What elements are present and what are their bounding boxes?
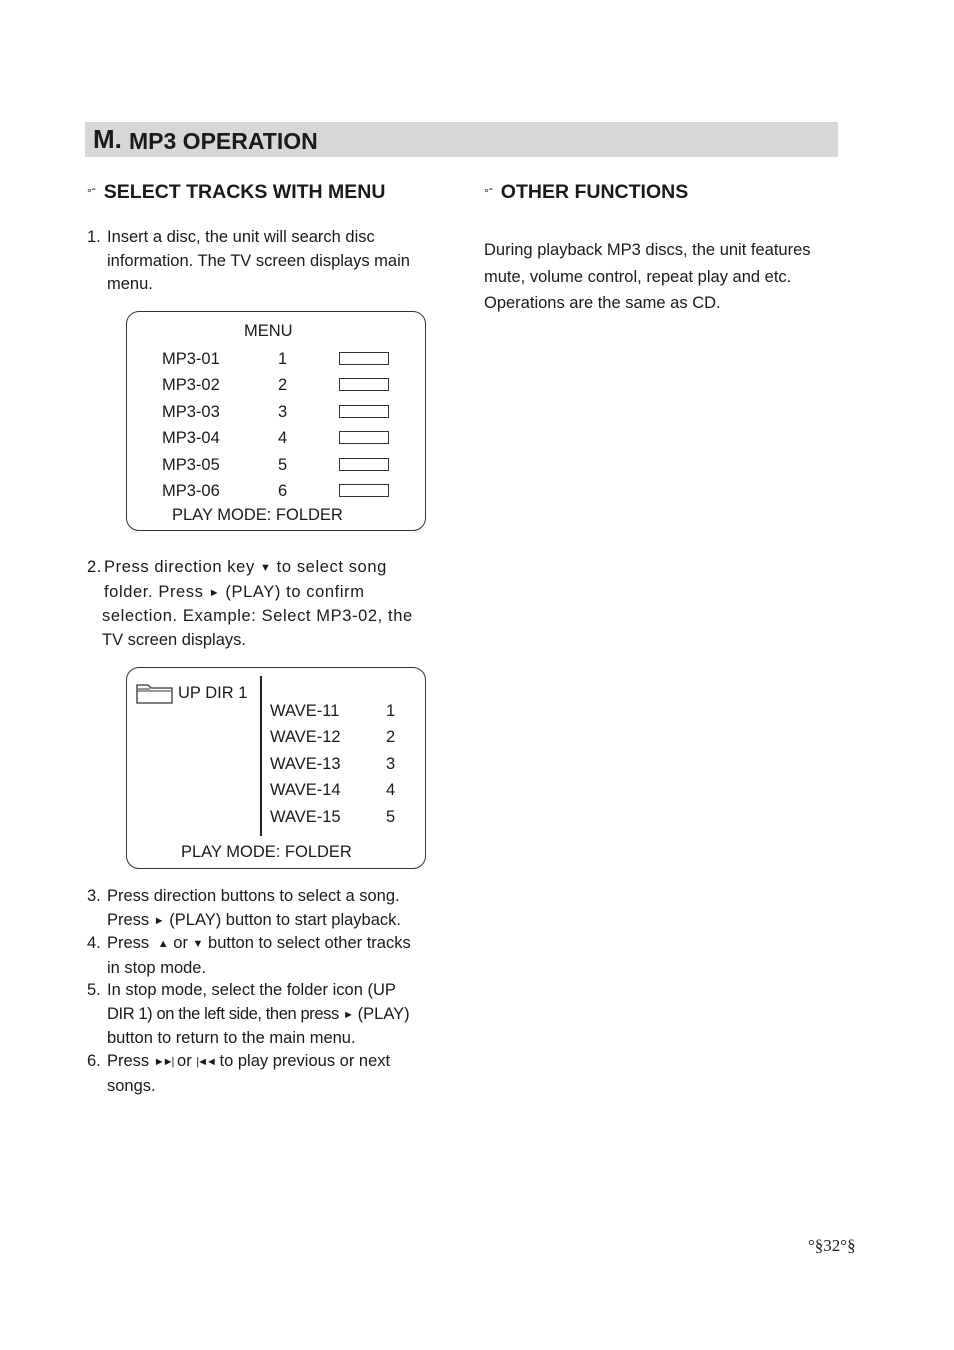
menu-row-name: MP3-01 [162,350,220,368]
folder-play-mode: PLAY MODE: FOLDER [181,843,352,861]
step-2-text [104,556,413,652]
step-4-text-part: button to select other tracks [208,934,411,952]
step-3-text [107,885,401,933]
track-slot [339,458,389,471]
menu-row-number: 6 [278,482,288,500]
step-2-line [104,581,413,606]
step-5-text [107,979,410,1051]
track-slot [339,378,389,391]
track-row-number: 4 [386,781,396,799]
main-menu-screen [126,311,426,531]
step-2-line: TV screen displays. [102,630,246,649]
step-2-line: selection. Example: Select MP3-02, the [102,607,413,625]
step-3-text-part: Press [107,910,150,929]
play-icon: ► [153,914,165,927]
folder-screen [126,667,426,869]
step-3-line [107,909,401,934]
track-slot [339,431,389,444]
step-1-text [107,226,410,297]
heading-bullet: °ˆ [87,186,96,200]
other-functions-text [484,237,811,317]
previous-track-icon: |◄◄ [196,1056,215,1068]
page-number: °§32°§ [808,1236,856,1255]
step-2-text-part: (PLAY) to confirm [225,582,365,601]
folder-divider [260,676,262,836]
menu-row-name: MP3-03 [162,403,220,421]
step-2-number: 2. [87,558,102,576]
menu-row-number: 3 [278,403,288,421]
menu-row-name: MP3-02 [162,376,220,394]
play-icon: ► [208,586,221,599]
step-2-text-part: folder. Press [104,582,204,601]
section-letter: M. [93,124,122,154]
step-1-line: Insert a disc, the unit will search disc [107,228,375,246]
folder-icon [136,682,174,704]
step-4-text [107,932,411,980]
step-6-text-part: or [177,1052,192,1070]
menu-row-name: MP3-04 [162,429,220,447]
step-5-text-part: DIR 1) on the left side, then press [107,1004,339,1023]
menu-play-mode: PLAY MODE: FOLDER [172,506,343,524]
other-functions-line: Operations are the same as CD. [484,294,721,312]
step-5-line: In stop mode, select the folder icon (UP [107,981,396,999]
track-slot [339,352,389,365]
other-functions-line: During playback MP3 discs, the unit features [484,241,811,259]
left-heading-text: SELECT TRACKS WITH MENU [103,181,386,203]
step-1-number: 1. [87,228,101,246]
track-row-name: WAVE-11 [270,702,340,720]
section-header [85,122,838,157]
step-6-text-part: Press [107,1052,150,1070]
step-4-line: in stop mode. [107,958,207,977]
down-arrow-icon: ▼ [192,938,204,950]
left-heading [87,180,385,204]
track-slot [339,405,389,418]
next-track-icon: ►►| [153,1056,173,1068]
right-heading-text: OTHER FUNCTIONS [500,181,689,203]
step-2-text-part: to select song [276,558,387,576]
step-5-number: 5. [87,981,101,999]
track-row-name: WAVE-12 [270,728,341,746]
step-4-number: 4. [87,934,101,952]
menu-row-number: 2 [278,376,288,394]
step-4-line [107,932,411,957]
step-6-line [107,1050,390,1075]
track-row-name: WAVE-14 [270,781,341,799]
track-row-number: 1 [386,702,396,720]
track-row-name: WAVE-13 [270,755,341,773]
menu-row-name: MP3-05 [162,456,220,474]
step-3-text-part: (PLAY) button to start playback. [169,910,401,929]
step-6-line: songs. [107,1076,156,1095]
down-arrow-icon: ▼ [259,562,272,574]
step-5-line: button to return to the main menu. [107,1029,356,1047]
track-row-name: WAVE-15 [270,808,341,826]
section-title: MP3 OPERATION [129,128,318,154]
folder-label: UP DIR 1 [178,684,248,702]
step-2-text-part: Press direction key [104,558,255,576]
play-icon: ► [342,1008,354,1021]
step-5-text-part: (PLAY) [357,1004,410,1023]
menu-row-name: MP3-06 [162,482,220,500]
menu-row-number: 1 [278,350,288,368]
menu-row-number: 5 [278,456,288,474]
step-4-text-part: or [173,934,188,952]
track-row-number: 5 [386,808,396,826]
menu-row-number: 4 [278,429,288,447]
step-6-text-part: to play previous or next [219,1052,391,1070]
step-6-number: 6. [87,1052,101,1070]
track-slot [339,484,389,497]
heading-bullet: °ˆ [484,186,493,200]
step-1-line: information. The TV screen displays main [107,251,410,270]
right-heading [484,180,688,204]
track-row-number: 3 [386,755,396,773]
step-3-number: 3. [87,887,101,905]
step-5-line [107,1003,410,1028]
track-row-number: 2 [386,728,396,746]
other-functions-line: mute, volume control, repeat play and etc. [484,267,792,286]
step-3-line: Press direction buttons to select a song. [107,887,400,905]
step-6-text [107,1050,390,1098]
up-arrow-icon: ▲ [157,938,169,950]
step-1-line: menu. [107,275,153,293]
step-4-text-part: Press [107,934,150,952]
step-2-line [104,556,413,581]
menu-title: MENU [244,322,293,340]
